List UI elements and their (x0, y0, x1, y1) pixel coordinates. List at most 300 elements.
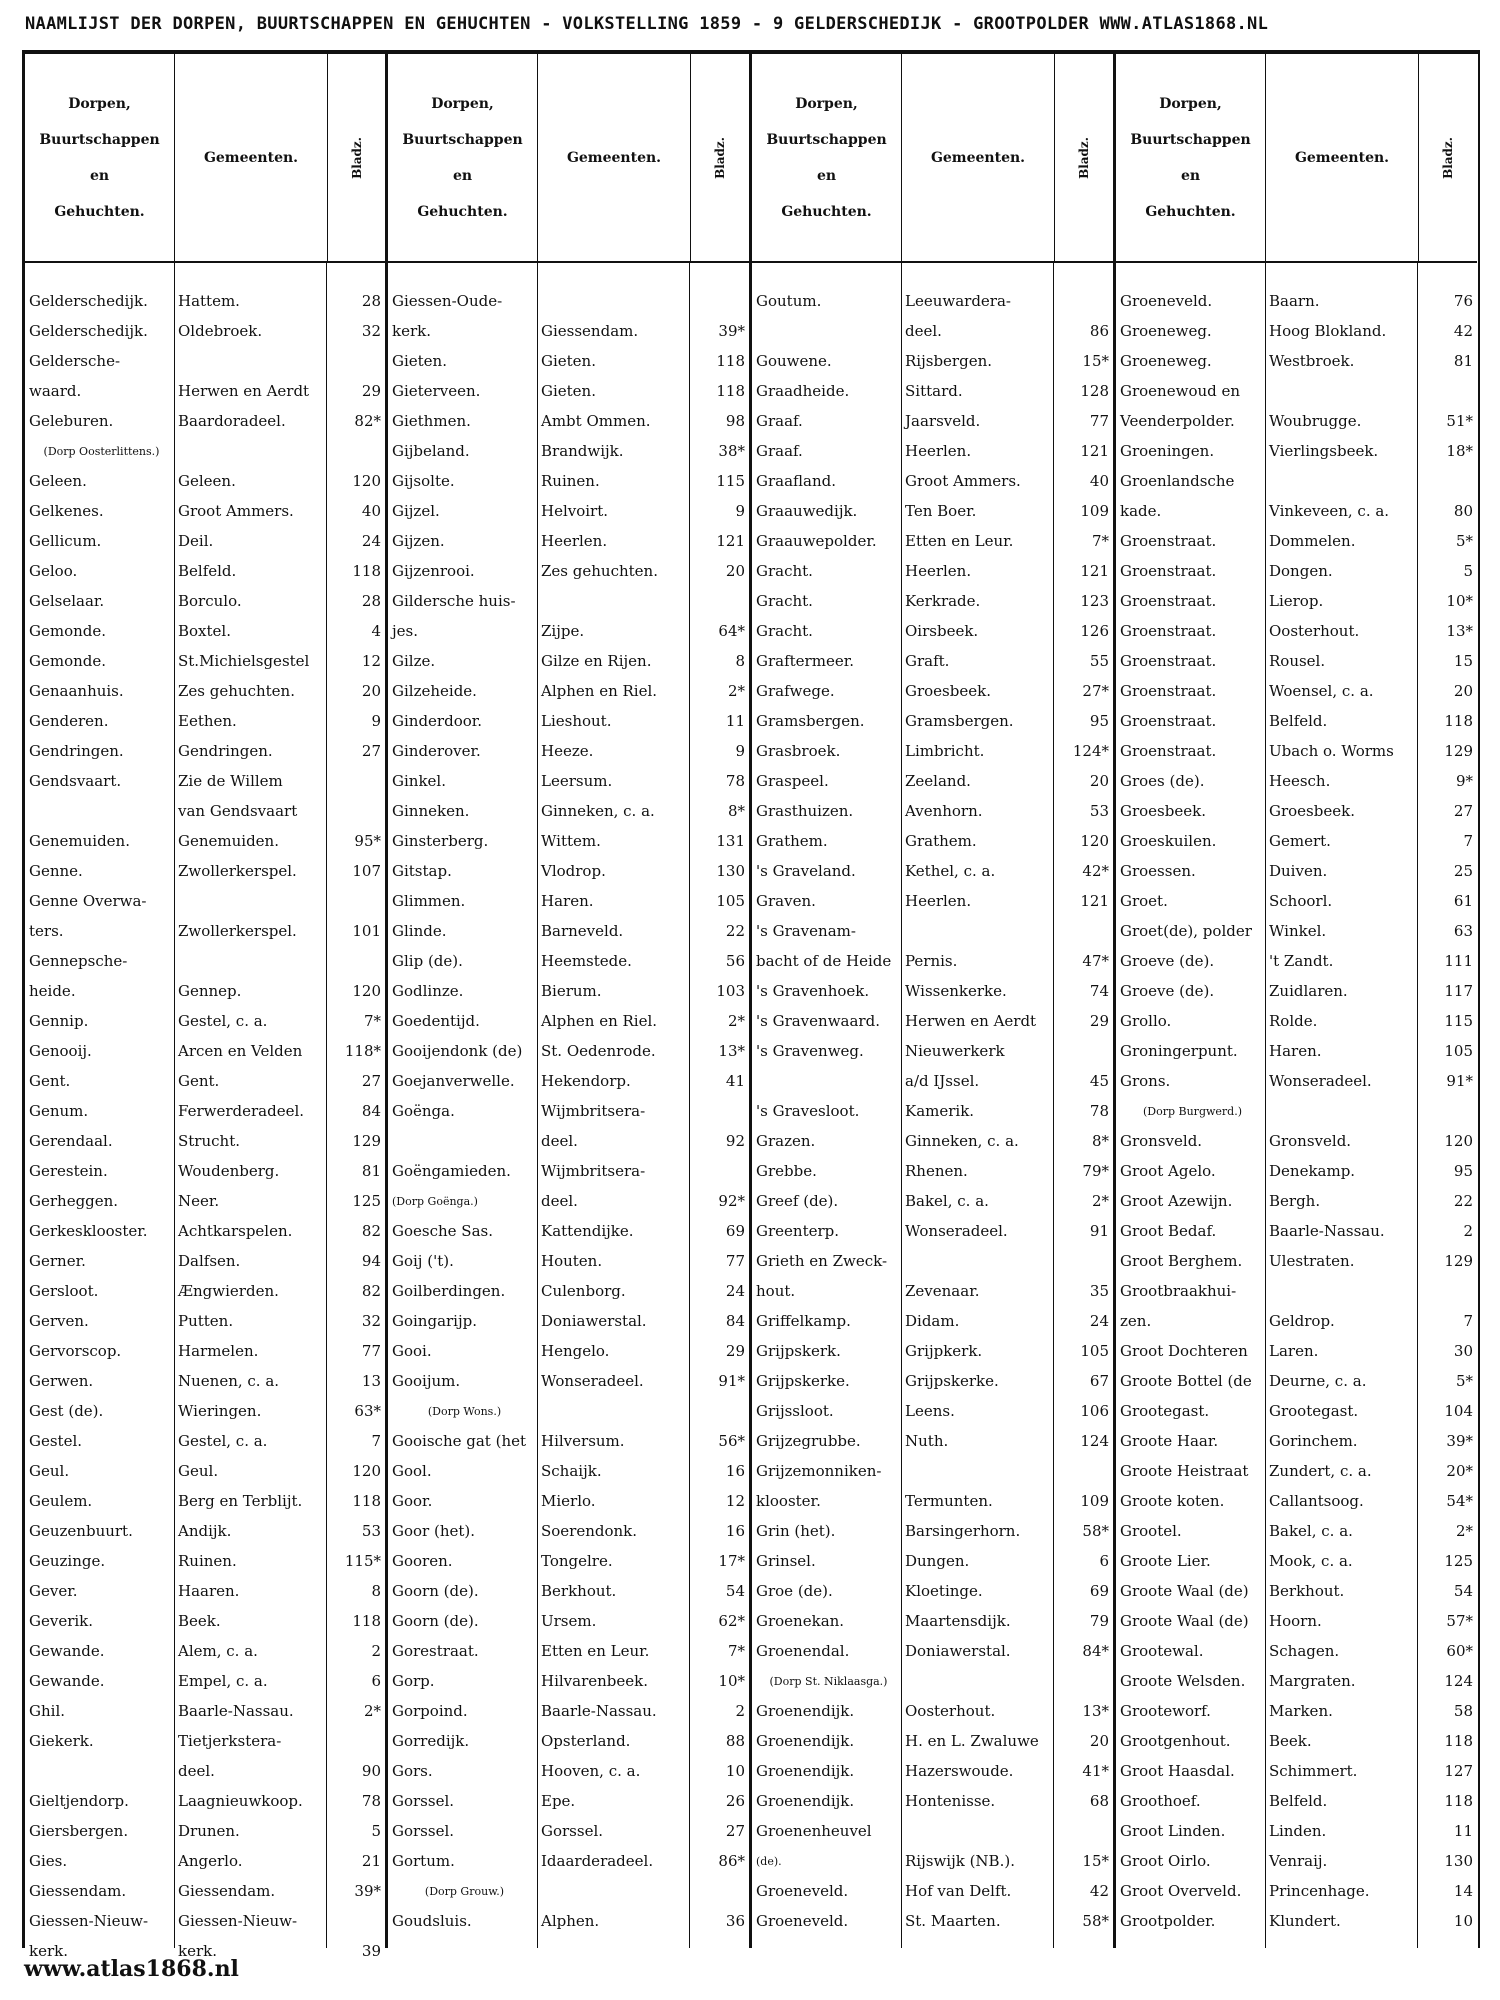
place-name: Groesbeek. (1120, 802, 1206, 820)
table-row (388, 1396, 749, 1426)
place-name: Groenendal. (756, 1642, 850, 1660)
place-name: Groot Azewijn. (1120, 1192, 1233, 1210)
place-name: Groote Lier. (1120, 1552, 1211, 1570)
place-name: Gennip. (29, 1012, 89, 1030)
table-row (752, 1546, 1113, 1576)
place-name: Groot Linden. (1120, 1822, 1226, 1840)
place-name: Groenstraat. (1120, 532, 1217, 550)
place-name: Groeve (de). (1120, 952, 1215, 970)
header-place: Dorpen, Buurtschappen en Gehuchten. (1130, 95, 1251, 220)
table-row (388, 1426, 749, 1456)
municipality-name: van Gendsvaart (178, 802, 298, 820)
municipality-name: Margraten. (1269, 1672, 1356, 1690)
table-row (752, 1666, 1113, 1696)
place-name: Gorestraat. (392, 1642, 479, 1660)
footer-url[interactable]: www.atlas1868.nl (24, 1956, 239, 1982)
page-number: 61 (1453, 892, 1473, 910)
page-number: 118 (352, 1492, 381, 1510)
page-number: 5 (1463, 562, 1473, 580)
table-row (752, 1036, 1113, 1066)
place-name: Goudsluis. (392, 1912, 472, 1930)
table-row (752, 1846, 1113, 1876)
header-municipality: Gemeenten. (537, 54, 690, 261)
table-row (25, 1336, 385, 1366)
header-municipality: Gemeenten. (901, 54, 1054, 261)
page-number: 29 (1089, 1012, 1109, 1030)
page-number: 11 (1453, 1822, 1473, 1840)
place-name: (Dorp Oosterlittens.) (43, 444, 160, 458)
place-name: Grasthuizen. (756, 802, 854, 820)
municipality-name: Ambt Ommen. (541, 412, 651, 430)
page-number: 7 (371, 1432, 381, 1450)
place-name: Genooij. (29, 1042, 92, 1060)
header-page-cell (1418, 54, 1477, 261)
page-number: 2 (371, 1642, 381, 1660)
table-row (752, 526, 1113, 556)
municipality-name: H. en L. Zwaluwe (905, 1732, 1039, 1750)
table-row (388, 676, 749, 706)
municipality-name: Denekamp. (1269, 1162, 1356, 1180)
page-number: 12 (725, 1492, 745, 1510)
table-row (25, 1426, 385, 1456)
page-number: 39* (718, 322, 745, 340)
place-name: Groet. (1120, 892, 1168, 910)
page-number: 9* (1455, 772, 1473, 790)
table-row (25, 1486, 385, 1516)
place-name: Grootegast. (1120, 1402, 1210, 1420)
page-number: 57* (1446, 1612, 1473, 1630)
place-name: Gellicum. (29, 532, 102, 550)
table-row (25, 1096, 385, 1126)
page-number: 47* (1082, 952, 1109, 970)
table-row (752, 1576, 1113, 1606)
municipality-name: Belfeld. (178, 562, 237, 580)
place-name: Geverik. (29, 1612, 94, 1630)
table-row (752, 1006, 1113, 1036)
page-number: 115 (716, 472, 745, 490)
header-page-cell (327, 54, 385, 261)
page-number: 95* (354, 832, 381, 850)
table-row (752, 1216, 1113, 1246)
header-place: Dorpen, Buurtschappen en Gehuchten. (402, 95, 523, 220)
place-name: Geulem. (29, 1492, 93, 1510)
municipality-name: Princenhage. (1269, 1882, 1370, 1900)
place-name: Ginkel. (392, 772, 446, 790)
header-place: Dorpen, Buurtschappen en Gehuchten. (39, 95, 160, 220)
page-number: 98 (725, 412, 745, 430)
municipality-name: Geleen. (178, 472, 236, 490)
place-name: Graaf. (756, 412, 803, 430)
table-row (25, 1816, 385, 1846)
table-row (388, 1096, 749, 1126)
place-name: Gendsvaart. (29, 772, 122, 790)
page-number: 32 (361, 1312, 381, 1330)
table-row (388, 1516, 749, 1546)
page-number: 109 (1080, 502, 1109, 520)
place-name: Gelkenes. (29, 502, 104, 520)
place-name: Giessen-Oude- (392, 292, 503, 310)
municipality-name: Wonseradeel. (541, 1372, 644, 1390)
place-name: Graafland. (756, 472, 837, 490)
table-row (25, 526, 385, 556)
municipality-name: Gestel, c. a. (178, 1432, 268, 1450)
place-name: Gitstap. (392, 862, 452, 880)
municipality-name: Grijpskerke. (905, 1372, 999, 1390)
table-row (388, 796, 749, 826)
page-number: 7 (1463, 1312, 1473, 1330)
place-name: Giersbergen. (29, 1822, 129, 1840)
place-name: Grijpskerke. (756, 1372, 850, 1390)
municipality-name: Giessen-Nieuw- (178, 1912, 298, 1930)
table-row (1116, 1816, 1477, 1846)
table-row (25, 916, 385, 946)
table-row (388, 1756, 749, 1786)
municipality-name: deel. (541, 1192, 578, 1210)
page-number: 40 (361, 502, 381, 520)
municipality-name: Grijpkerk. (905, 1342, 983, 1360)
place-name: Graven. (756, 892, 816, 910)
page-number: 91 (1089, 1222, 1109, 1240)
page-number: 30 (1453, 1342, 1473, 1360)
municipality-name: Kethel, c. a. (905, 862, 996, 880)
place-name: Gerven. (29, 1312, 89, 1330)
table-row (25, 766, 385, 796)
place-name: Groe (de). (756, 1582, 833, 1600)
municipality-name: Rousel. (1269, 652, 1326, 670)
place-name: Gorredijk. (392, 1732, 470, 1750)
table-row (388, 496, 749, 526)
page-number: 101 (352, 922, 381, 940)
municipality-name: Lieshout. (541, 712, 612, 730)
page-number: 54* (1446, 1492, 1473, 1510)
table-row (1116, 676, 1477, 706)
page-number: 69 (1089, 1582, 1109, 1600)
municipality-name: Heerlen. (905, 442, 972, 460)
place-name: Ginsterberg. (392, 832, 489, 850)
page-number: 109 (1080, 1492, 1109, 1510)
table-row (388, 526, 749, 556)
municipality-name: Gent. (178, 1072, 220, 1090)
place-name: Gooijendonk (de) (392, 1042, 523, 1060)
place-name: Griffelkamp. (756, 1312, 851, 1330)
table-row (388, 706, 749, 736)
table-row (25, 316, 385, 346)
table-row (752, 316, 1113, 346)
place-name: Gieten. (392, 352, 447, 370)
page-number: 14 (1453, 1882, 1473, 1900)
page-number: 15* (1082, 1852, 1109, 1870)
table-row (1116, 1126, 1477, 1156)
place-name: Grootgenhout. (1120, 1732, 1231, 1750)
municipality-name: Bakel, c. a. (905, 1192, 989, 1210)
place-name: Groothoef. (1120, 1792, 1201, 1810)
column-group-3 (749, 54, 1113, 1948)
page-number: 54 (1453, 1582, 1473, 1600)
page-number: 9 (735, 502, 745, 520)
municipality-name: Gronsveld. (1269, 1132, 1352, 1150)
municipality-name: Lierop. (1269, 592, 1324, 610)
table-row (388, 1276, 749, 1306)
table-row (1116, 1036, 1477, 1066)
place-name: (Dorp St. Niklaasga.) (769, 1674, 888, 1688)
table-row (1116, 916, 1477, 946)
place-name: Grijzegrubbe. (756, 1432, 861, 1450)
page-number: 82 (361, 1282, 381, 1300)
place-name: Gemonde. (29, 652, 107, 670)
table-row (1116, 346, 1477, 376)
place-name: Grooteworf. (1120, 1702, 1211, 1720)
table-row (25, 466, 385, 496)
place-name: Gendringen. (29, 742, 124, 760)
table-row (388, 1306, 749, 1336)
municipality-name: Gennep. (178, 982, 242, 1000)
page-number: 58* (1082, 1522, 1109, 1540)
table-row (388, 316, 749, 346)
municipality-name: Zijpe. (541, 622, 585, 640)
page-number: 79* (1082, 1162, 1109, 1180)
municipality-name: Laren. (1269, 1342, 1319, 1360)
place-name: Groenstraat. (1120, 592, 1217, 610)
page-number: 27* (1082, 682, 1109, 700)
place-name: Groeningen. (1120, 442, 1215, 460)
place-name: Gooren. (392, 1552, 453, 1570)
table-row (752, 1396, 1113, 1426)
municipality-name: Ulestraten. (1269, 1252, 1355, 1270)
table-row (388, 1036, 749, 1066)
page-number: 41* (1082, 1762, 1109, 1780)
table-row (752, 1276, 1113, 1306)
municipality-name: Westbroek. (1269, 352, 1355, 370)
place-name: Groenendijk. (756, 1792, 855, 1810)
place-name: Gent. (29, 1072, 71, 1090)
municipality-name: Giessendam. (178, 1882, 276, 1900)
page-number: 94 (361, 1252, 381, 1270)
table-row (25, 646, 385, 676)
table-row (752, 736, 1113, 766)
page-number: 39* (1446, 1432, 1473, 1450)
page-number: 18* (1446, 442, 1473, 460)
column-header (1116, 54, 1477, 263)
table-row (388, 916, 749, 946)
municipality-name: Culenborg. (541, 1282, 626, 1300)
page-number: 56* (718, 1432, 745, 1450)
table-row (752, 586, 1113, 616)
municipality-name: Giessendam. (541, 322, 639, 340)
page-number: 2 (735, 1702, 745, 1720)
page-number: 10 (1453, 1912, 1473, 1930)
page-number: 27 (1453, 802, 1473, 820)
municipality-name: Venraij. (1269, 1852, 1328, 1870)
municipality-name: Termunten. (905, 1492, 993, 1510)
place-name: Geuzenbuurt. (29, 1522, 133, 1540)
place-name: Grathem. (756, 832, 828, 850)
page-number: 124* (1072, 742, 1109, 760)
municipality-name: Eethen. (178, 712, 237, 730)
page-number: 53 (1089, 802, 1109, 820)
municipality-name: Grathem. (905, 832, 977, 850)
table-row (25, 1546, 385, 1576)
place-name: Goëngamieden. (392, 1162, 511, 1180)
page-number: 84 (361, 1102, 381, 1120)
table-row (25, 1006, 385, 1036)
municipality-name: Woensel, c. a. (1269, 682, 1374, 700)
municipality-name: Berg en Terblijt. (178, 1492, 303, 1510)
table-row (388, 1336, 749, 1366)
table-row (752, 766, 1113, 796)
municipality-name: Zevenaar. (905, 1282, 980, 1300)
page-number: 62* (718, 1612, 745, 1630)
table-row (1116, 1756, 1477, 1786)
municipality-name: Hazerswoude. (905, 1762, 1014, 1780)
table-row (388, 1006, 749, 1036)
header-page: Bladz. (1076, 136, 1091, 179)
municipality-name: Dongen. (1269, 562, 1333, 580)
place-name: Grootbraakhui- (1120, 1282, 1237, 1300)
page-number: 17* (718, 1552, 745, 1570)
page-number: 115 (1444, 1012, 1473, 1030)
register-table (22, 50, 1480, 1960)
municipality-name: Hoorn. (1269, 1612, 1322, 1630)
page-number: 118 (1444, 1792, 1473, 1810)
table-row (1116, 616, 1477, 646)
page-number: 7* (1091, 532, 1109, 550)
table-row (25, 1846, 385, 1876)
table-row (25, 946, 385, 976)
municipality-name: Graft. (905, 652, 950, 670)
page-number: 41 (725, 1072, 745, 1090)
place-name: Gildersche huis- (392, 592, 516, 610)
municipality-name: Callantsoog. (1269, 1492, 1364, 1510)
place-name: Groot Haasdal. (1120, 1762, 1235, 1780)
table-row (1116, 1786, 1477, 1816)
page-number: 7* (363, 1012, 381, 1030)
entry-list (388, 286, 749, 1966)
table-row (25, 1696, 385, 1726)
page-number: 8* (727, 802, 745, 820)
page-number: 127 (1444, 1762, 1473, 1780)
table-row (1116, 796, 1477, 826)
municipality-name: Laagnieuwkoop. (178, 1792, 303, 1810)
header-municipality: Gemeenten. (174, 54, 327, 261)
page-number: 28 (361, 592, 381, 610)
table-row (1116, 826, 1477, 856)
municipality-name: Hooven, c. a. (541, 1762, 641, 1780)
place-name: Groote Waal (de) (1120, 1582, 1249, 1600)
table-row (25, 616, 385, 646)
municipality-name: Didam. (905, 1312, 960, 1330)
page-number: 29 (725, 1342, 745, 1360)
page-number: 78 (361, 1792, 381, 1810)
place-name: Gracht. (756, 622, 813, 640)
table-row (388, 1696, 749, 1726)
place-name: Groeskuilen. (1120, 832, 1217, 850)
municipality-name: Arcen en Velden (178, 1042, 303, 1060)
municipality-name: Jaarsveld. (905, 412, 981, 430)
table-row (25, 886, 385, 916)
page-number: 2* (727, 1012, 745, 1030)
column-header (388, 54, 749, 263)
header-page-cell (1054, 54, 1113, 261)
place-name: Groote Welsden. (1120, 1672, 1246, 1690)
place-name: Groet(de), polder (1120, 922, 1252, 940)
place-name: Goejanverwelle. (392, 1072, 515, 1090)
table-row (25, 1156, 385, 1186)
page-number: 58 (1453, 1702, 1473, 1720)
municipality-name: Ruinen. (178, 1552, 237, 1570)
municipality-name: Mook, c. a. (1269, 1552, 1353, 1570)
table-row (25, 1126, 385, 1156)
table-row (752, 1126, 1113, 1156)
page-number: 22 (1453, 1192, 1473, 1210)
page-number: 121 (1080, 562, 1109, 580)
place-name: Gracht. (756, 592, 813, 610)
page-number: 121 (1080, 892, 1109, 910)
municipality-name: Harmelen. (178, 1342, 259, 1360)
place-name: Grijpskerk. (756, 1342, 841, 1360)
page-number: 76 (1453, 292, 1473, 310)
municipality-name: Kattendijke. (541, 1222, 634, 1240)
municipality-name: Heerlen. (905, 562, 972, 580)
place-name: Gijsolte. (392, 472, 455, 490)
municipality-name: Tongelre. (541, 1552, 613, 1570)
page-number: 51* (1446, 412, 1473, 430)
table-row (1116, 1426, 1477, 1456)
page-number: 129 (352, 1132, 381, 1150)
place-name: Groote koten. (1120, 1492, 1225, 1510)
table-row (752, 1876, 1113, 1906)
page-number: 8 (371, 1582, 381, 1600)
place-name: Gorpoind. (392, 1702, 468, 1720)
place-name: kerk. (392, 322, 431, 340)
place-name: Gijzen. (392, 532, 445, 550)
municipality-name: Genemuiden. (178, 832, 279, 850)
table-row (388, 1786, 749, 1816)
table-row (388, 286, 749, 316)
place-name: Groot Berghem. (1120, 1252, 1243, 1270)
table-row (25, 406, 385, 436)
municipality-name: Barsingerhorn. (905, 1522, 1021, 1540)
table-row (752, 1336, 1113, 1366)
municipality-name: Heerlen. (541, 532, 608, 550)
place-name: Goorn (de). (392, 1582, 479, 1600)
place-name: Groote Waal (de) (1120, 1612, 1249, 1630)
page-number: 27 (361, 1072, 381, 1090)
page-number: 36 (725, 1912, 745, 1930)
place-name: Genne. (29, 862, 83, 880)
table-row (25, 1516, 385, 1546)
page-number: 78 (725, 772, 745, 790)
municipality-name: Maartensdijk. (905, 1612, 1011, 1630)
place-name: Godlinze. (392, 982, 464, 1000)
place-name: Groenstraat. (1120, 622, 1217, 640)
table-row (388, 1186, 749, 1216)
table-row (388, 886, 749, 916)
table-row (1116, 316, 1477, 346)
page-number: 130 (1444, 1852, 1473, 1870)
table-row (25, 586, 385, 616)
page-number: 20 (1453, 682, 1473, 700)
municipality-name: Ten Boer. (905, 502, 977, 520)
table-row (1116, 1306, 1477, 1336)
place-name: Groeneveld. (1120, 292, 1213, 310)
place-name: Gest (de). (29, 1402, 104, 1420)
municipality-name: Gorinchem. (1269, 1432, 1358, 1450)
page-number: 39 (361, 1942, 381, 1960)
page-number: 45 (1089, 1072, 1109, 1090)
table-row (752, 676, 1113, 706)
page-number: 20 (1089, 772, 1109, 790)
page-number: 16 (725, 1522, 745, 1540)
